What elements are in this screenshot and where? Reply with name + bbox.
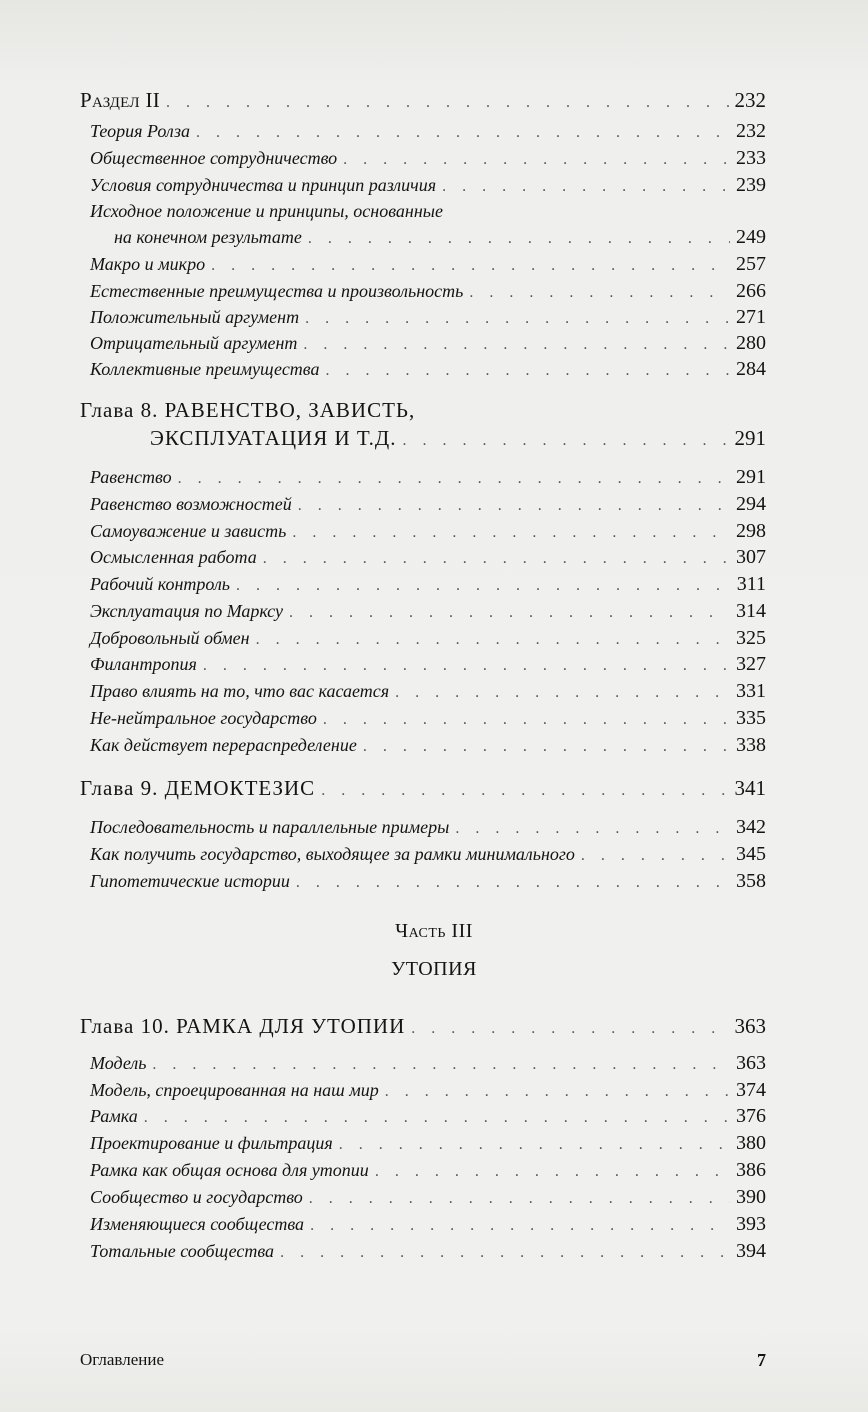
leader-dots — [178, 470, 730, 488]
toc-entry-continuation[interactable] — [114, 226, 766, 249]
chapter-title: Глава 9. ДЕМОКТЕЗИС — [80, 776, 316, 800]
leader-dots — [310, 1217, 730, 1235]
toc-entry-title: Филантропия — [90, 654, 197, 674]
toc-entry-section-2[interactable] — [80, 88, 766, 113]
toc-entry[interactable] — [90, 280, 766, 303]
leader-dots — [292, 524, 730, 542]
toc-entry-title: Рабочий контроль — [90, 574, 231, 594]
toc-entry-page: 291 — [736, 466, 766, 488]
leader-dots — [256, 631, 730, 649]
leader-dots — [411, 1020, 728, 1038]
leader-dots — [395, 684, 730, 702]
leader-dots — [144, 1109, 730, 1127]
toc-entry-title: Тотальные сообщества — [90, 1241, 275, 1261]
toc-entry[interactable] — [90, 653, 766, 676]
toc-entry-page: 311 — [736, 573, 766, 595]
leader-dots — [402, 432, 728, 450]
leader-dots — [343, 151, 730, 169]
toc-entry-page: 374 — [736, 1079, 766, 1101]
toc-entry[interactable] — [90, 466, 766, 489]
leader-dots — [326, 362, 731, 380]
toc-entry[interactable] — [90, 147, 766, 170]
toc-entry-title: Положительный аргумент — [90, 307, 300, 327]
toc-entry[interactable] — [90, 1240, 766, 1263]
toc-entry-page: 380 — [736, 1132, 766, 1154]
leader-dots — [385, 1083, 730, 1101]
toc-entry[interactable] — [90, 1052, 766, 1075]
leader-dots — [280, 1244, 730, 1262]
toc-entry-title: Право влиять на то, что вас касается — [90, 681, 390, 701]
page-number: 7 — [757, 1350, 766, 1370]
toc-entry-page: 376 — [736, 1105, 766, 1127]
leader-dots — [196, 124, 730, 142]
toc-entry-title: Модель — [90, 1053, 147, 1073]
toc-entry[interactable] — [90, 1186, 766, 1209]
toc-entry-page: 342 — [736, 816, 766, 838]
toc-entry[interactable] — [90, 520, 766, 543]
leader-dots — [263, 550, 730, 568]
leader-dots — [339, 1136, 730, 1154]
toc-entry-title: Рамка как общая основа для утопии — [90, 1160, 369, 1180]
toc-entry[interactable] — [90, 573, 766, 596]
toc-entry-page: 327 — [736, 653, 766, 675]
chapter-title: Глава 10. РАМКА ДЛЯ УТОПИИ — [80, 1014, 406, 1038]
leader-dots — [455, 820, 730, 838]
leader-dots — [298, 497, 730, 515]
toc-entry-title: Сообщество и государство — [90, 1187, 303, 1207]
toc-entry-page: 338 — [736, 734, 766, 756]
leader-dots — [211, 257, 730, 275]
toc-entry[interactable] — [90, 253, 766, 276]
leader-dots — [442, 178, 730, 196]
toc-chapter-10[interactable] — [80, 1014, 766, 1039]
leader-dots — [289, 604, 730, 622]
chapter-title: Глава 8. РАВЕНСТВО, ЗАВИСТЬ, — [80, 398, 416, 422]
toc-entry-page: 307 — [736, 546, 766, 568]
toc-entry-title: Рамка — [90, 1106, 138, 1126]
toc-entry-page: 232 — [736, 120, 766, 142]
toc-entry-title: Исходное положение и принципы, основанные — [90, 201, 443, 221]
toc-entry-title: Равенство — [90, 467, 172, 487]
toc-entry-title: Осмысленная работа — [90, 547, 257, 567]
leader-dots — [296, 874, 730, 892]
toc-entry-page: 325 — [736, 627, 766, 649]
toc-entry-title: Изменяющиеся сообщества — [90, 1214, 305, 1234]
toc-entry-page: 294 — [736, 493, 766, 515]
toc-entry[interactable] — [90, 1159, 766, 1182]
leader-dots — [305, 310, 730, 328]
toc-entry-title: Добровольный обмен — [90, 628, 250, 648]
toc-entry[interactable] — [90, 734, 766, 757]
toc-entry-title: на конечном результате — [114, 227, 302, 247]
leader-dots — [375, 1163, 730, 1181]
toc-entry-title: Естественные преимущества и произвольность — [90, 281, 464, 301]
leader-dots — [323, 711, 730, 729]
toc-entry-title: Макро и микро — [90, 254, 206, 274]
toc-entry[interactable] — [90, 680, 766, 703]
leader-dots — [469, 284, 730, 302]
toc-entry-title: Коллективные преимущества — [90, 359, 320, 379]
toc-entry-title: Равенство возможностей — [90, 494, 292, 514]
leader-dots — [363, 738, 730, 756]
toc-entry-page: 390 — [736, 1186, 766, 1208]
toc-chapter-9[interactable] — [80, 776, 766, 801]
toc-entry-title: Проектирование и фильтрация — [90, 1133, 333, 1153]
toc-entry-page: 386 — [736, 1159, 766, 1181]
leader-dots — [309, 1190, 730, 1208]
toc-entry-page: 358 — [736, 870, 766, 892]
toc-entry[interactable] — [90, 332, 766, 355]
toc-entry[interactable] — [90, 1213, 766, 1236]
toc-entry-page: 266 — [736, 280, 766, 302]
toc-entry-title: Отрицательный аргумент — [90, 333, 298, 353]
chapter-page: 341 — [734, 776, 766, 800]
running-footer-label: Оглавление — [80, 1350, 164, 1369]
toc-entry[interactable] — [90, 816, 766, 839]
toc-entry[interactable] — [90, 201, 766, 222]
toc-entry[interactable] — [90, 1105, 766, 1128]
toc-entry-page: 314 — [736, 600, 766, 622]
toc-entry[interactable] — [90, 600, 766, 623]
leader-dots — [308, 230, 730, 248]
toc-entry-page: 280 — [736, 332, 766, 354]
toc-chapter-8[interactable] — [150, 426, 766, 451]
toc-entry[interactable] — [90, 493, 766, 516]
toc-entry-page: 257 — [736, 253, 766, 275]
toc-entry-page: 394 — [736, 1240, 766, 1262]
toc-entry[interactable] — [90, 707, 766, 730]
toc-entry-title: Самоуважение и зависть — [90, 521, 287, 541]
toc-entry-page: 331 — [736, 680, 766, 702]
toc-entry-title: Теория Ролза — [90, 121, 190, 141]
leader-dots — [203, 657, 730, 675]
toc-entry-page: 239 — [736, 174, 766, 196]
toc-entry-page: 363 — [736, 1052, 766, 1074]
toc-entry-page: 393 — [736, 1213, 766, 1235]
toc-entry-page: 284 — [736, 358, 766, 380]
chapter-page: 291 — [734, 426, 766, 450]
toc-entry[interactable] — [90, 627, 766, 650]
toc-entry[interactable] — [90, 1079, 766, 1102]
toc-entry[interactable] — [90, 306, 766, 329]
toc-entry-title: Последовательность и параллельные примеры — [90, 817, 450, 837]
toc-entry-page: 335 — [736, 707, 766, 729]
leader-dots — [581, 847, 730, 865]
toc-entry[interactable] — [90, 174, 766, 197]
toc-entry-title: Модель, спроецированная на наш мир — [90, 1080, 379, 1100]
toc-entry[interactable] — [90, 120, 766, 143]
toc-entry[interactable] — [90, 546, 766, 569]
leader-dots — [236, 577, 730, 595]
chapter-page: 363 — [734, 1014, 766, 1038]
toc-entry-title: Как получить государство, выходящее за рамки минимального — [90, 844, 575, 864]
toc-entry[interactable] — [90, 358, 766, 381]
toc-entry-page: 249 — [736, 226, 766, 248]
part-label: Часть III — [395, 920, 473, 942]
leader-dots — [303, 336, 730, 354]
chapter-title: ЭКСПЛУАТАЦИЯ И Т.Д. — [150, 426, 397, 450]
leader-dots — [152, 1056, 730, 1074]
toc-entry[interactable] — [90, 1132, 766, 1155]
toc-entry-title: Гипотетические истории — [90, 871, 290, 891]
leader-dots — [321, 782, 728, 800]
toc-entry-page: 345 — [736, 843, 766, 865]
toc-entry[interactable] — [90, 870, 766, 893]
toc-entry-title: Не-нейтральное государство — [90, 708, 317, 728]
toc-entry[interactable] — [90, 843, 766, 866]
toc-entry-page: 232 — [734, 88, 766, 112]
leader-dots — [166, 94, 728, 112]
toc-entry-title: Эксплуатация по Марксу — [90, 601, 284, 621]
toc-entry-title: Раздел II — [80, 88, 161, 112]
toc-entry-title: Условия сотрудничества и принцип различия — [90, 175, 437, 195]
toc-entry-title: Как действует перераспределение — [90, 735, 357, 755]
toc-entry-page: 271 — [736, 306, 766, 328]
toc-entry-page: 298 — [736, 520, 766, 542]
toc-chapter-8-line1[interactable] — [80, 398, 766, 423]
toc-entry-title: Общественное сотрудничество — [90, 148, 338, 168]
part-title: УТОПИЯ — [391, 958, 477, 980]
page-footer — [80, 1350, 766, 1371]
toc-entry-page: 233 — [736, 147, 766, 169]
